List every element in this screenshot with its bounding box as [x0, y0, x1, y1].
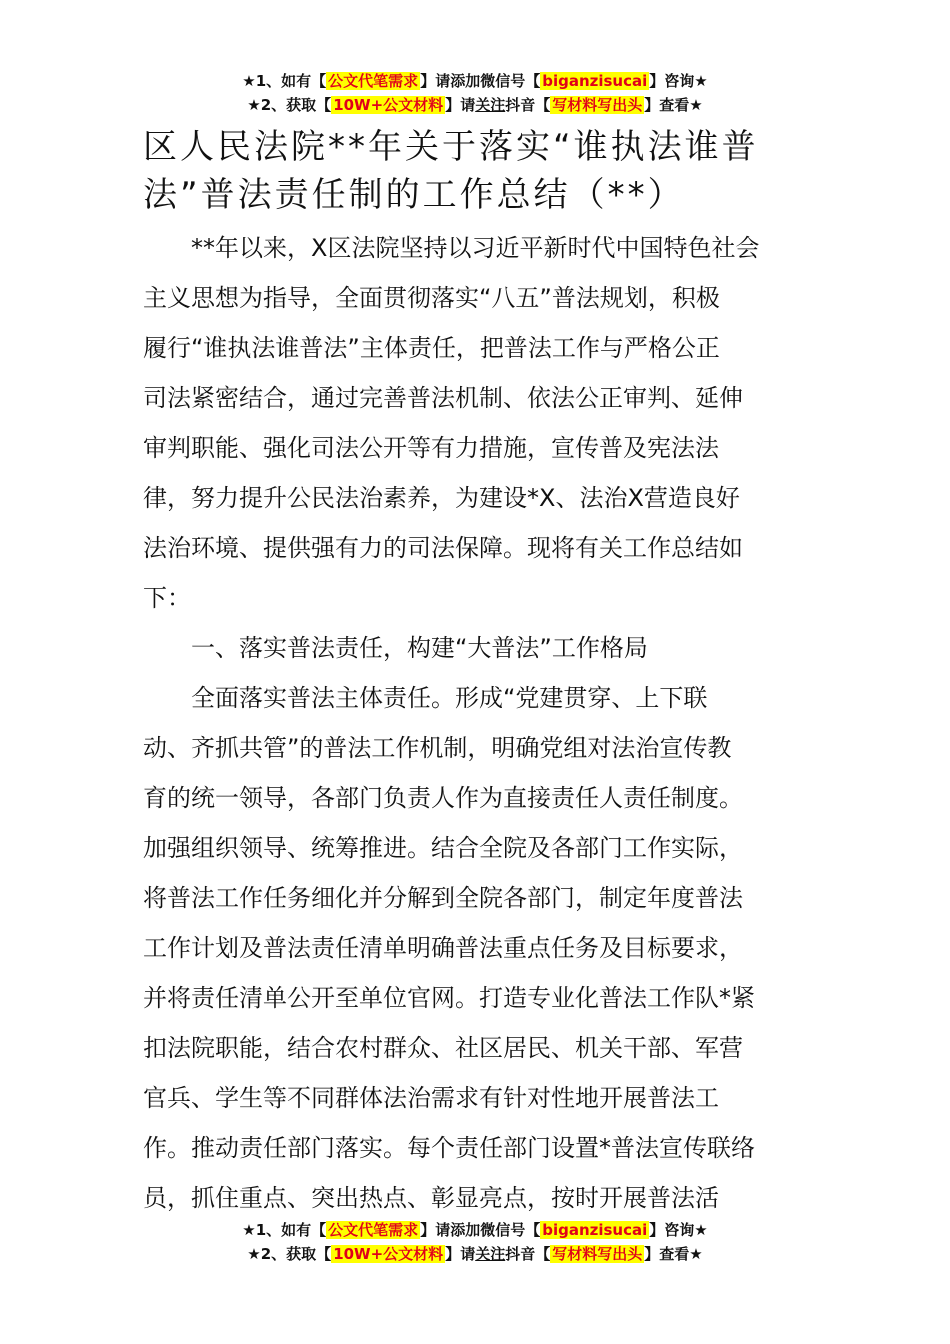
title-line: 区人民法院**年关于落实“谁执法谁普 — [143, 127, 759, 167]
text-line: 工作计划及普法责任清单明确普法重点任务及目标要求， — [143, 934, 743, 962]
text-line: 员，抓住重点、突出热点、彰显亮点，按时开展普法活 — [143, 1184, 719, 1212]
text-line: 司法紧密结合，通过完善普法机制、依法公正审判、延伸 — [143, 384, 743, 412]
banner-highlight: 10W+公文材料 — [333, 1245, 444, 1263]
banner-line-2: ★2、获取【 10W+公文材料 】请关注抖音【 写材料写出头 】查看★ — [247, 1245, 703, 1263]
text-line: 律，努力提升公民法治素养，为建设*X、法治X营造良好 — [143, 484, 740, 512]
header-banner — [0, 69, 950, 117]
text-line: 动、齐抓共管”的普法工作机制，明确党组对法治宣传教 — [143, 734, 732, 762]
text-line: 法治环境、提供强有力的司法保障。现将有关工作总结如 — [143, 534, 743, 562]
banner-line-2: ★2、获取【 10W+公文材料 】请关注抖音【 写材料写出头 】查看★ — [247, 96, 703, 114]
text-line: **年以来，X区法院坚持以习近平新时代中国特色社会 — [191, 234, 760, 262]
banner-line-1: ★1、如有【 公文代笔需求 】请添加微信号【 biganzisucai 】咨询★ — [242, 1221, 708, 1239]
banner-highlight: 公文代笔需求 — [328, 1221, 419, 1239]
banner-line-1: ★1、如有【 公文代笔需求 】请添加微信号【 biganzisucai 】咨询★ — [242, 72, 708, 90]
douyin-account: 写材料写出头 — [552, 1245, 643, 1263]
wechat-id: biganzisucai — [542, 72, 648, 90]
text-line: 履行“谁执法谁普法”主体责任，把普法工作与严格公正 — [143, 334, 720, 362]
text-line: 主义思想为指导，全面贯彻落实“八五”普法规划，积极 — [143, 284, 720, 312]
text-line: 官兵、学生等不同群体法治需求有针对性地开展普法工 — [143, 1084, 719, 1112]
banner-highlight: 公文代笔需求 — [328, 72, 419, 90]
text-line: 扣法院职能，结合农村群众、社区居民、机关干部、军营 — [143, 1034, 743, 1062]
douyin-account: 写材料写出头 — [552, 96, 643, 114]
document-body — [143, 223, 815, 1223]
text-line: 作。推动责任部门落实。每个责任部门设置*普法宣传联络 — [143, 1134, 755, 1162]
title-line: 法”普法责任制的工作总结（**） — [143, 175, 685, 215]
text-line: 育的统一领导，各部门负责人作为直接责任人责任制度。 — [143, 784, 743, 812]
section-heading: 一、落实普法责任，构建“大普法”工作格局 — [191, 634, 648, 662]
document-title — [143, 123, 815, 219]
wechat-id: biganzisucai — [542, 1221, 648, 1239]
text-line: 加强组织领导、统筹推进。结合全院及各部门工作实际， — [143, 834, 743, 862]
text-line: 审判职能、强化司法公开等有力措施，宣传普及宪法法 — [143, 434, 719, 462]
text-line: 下： — [143, 584, 191, 612]
text-line: 将普法工作任务细化并分解到全院各部门，制定年度普法 — [143, 884, 743, 912]
footer-banner — [0, 1218, 950, 1266]
banner-highlight: 10W+公文材料 — [333, 96, 444, 114]
text-line: 并将责任清单公开至单位官网。打造专业化普法工作队*紧 — [143, 984, 755, 1012]
text-line: 全面落实普法主体责任。形成“党建贯穿、上下联 — [191, 684, 708, 712]
